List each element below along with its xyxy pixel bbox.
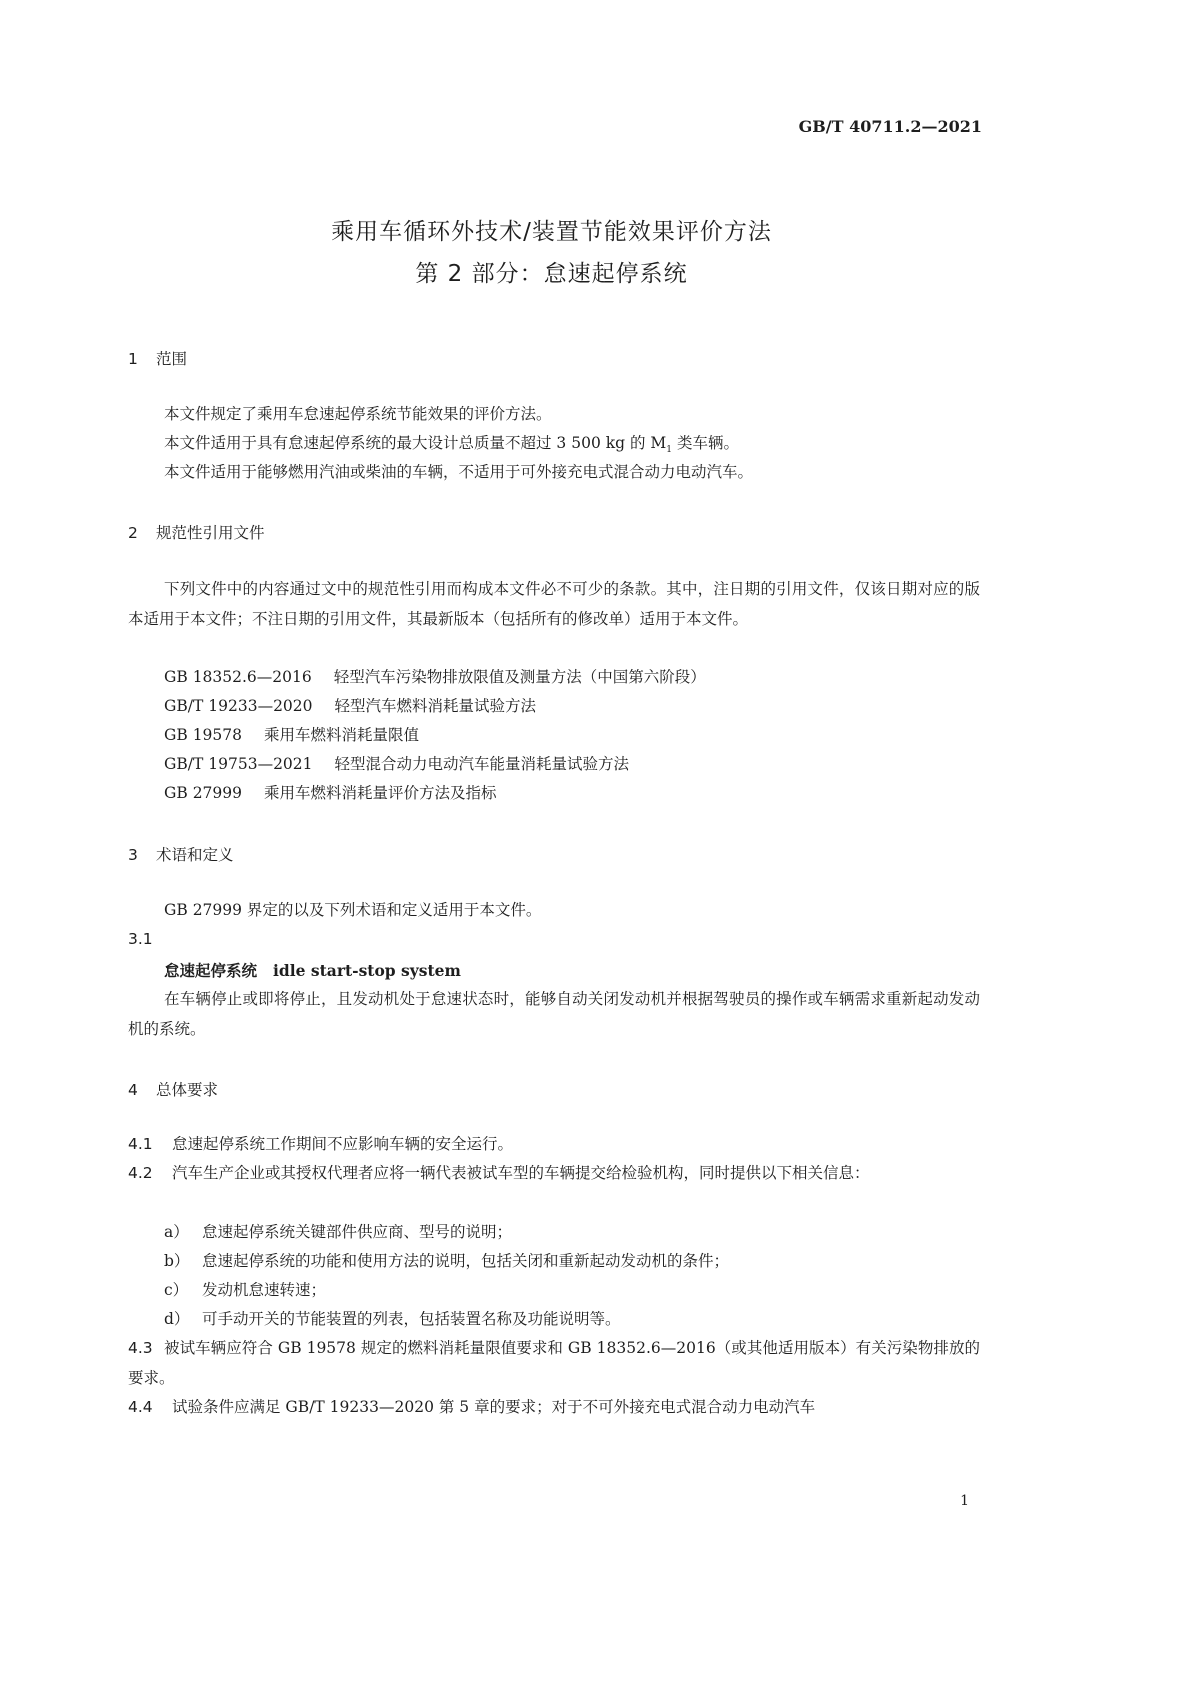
clause-4-2 bbox=[128, 1159, 980, 1189]
section-title: 规范性引用文件 bbox=[156, 524, 265, 542]
section-title: 总体要求 bbox=[156, 1081, 219, 1099]
term-definition: 在车辆停止或即将停止，且发动机处于怠速状态时，能够自动关闭发动机并根据驾驶员的操作或车辆需求重新起动发动机的系统。 bbox=[128, 990, 980, 1038]
list-text: 可手动开关的节能装置的列表，包括装置名称及功能说明等。 bbox=[202, 1310, 621, 1328]
normative-reference bbox=[164, 721, 419, 751]
reference-code: GB/T 19753—2021 bbox=[164, 755, 313, 773]
document-title-line2: 第 2 部分：怠速起停系统 bbox=[415, 261, 688, 287]
section-3-heading bbox=[128, 843, 234, 865]
clause-text: 试验条件应满足 GB/T 19233—2020 第 5 章的要求；对于不可外接充电式混合动力电动汽车 bbox=[172, 1398, 816, 1416]
list-marker: b） bbox=[164, 1252, 190, 1270]
section-title: 术语和定义 bbox=[156, 846, 234, 864]
clause-number: 4.2 bbox=[128, 1164, 153, 1182]
section-2-heading bbox=[128, 521, 265, 543]
section-title: 范围 bbox=[156, 350, 188, 368]
term-chinese: 怠速起停系统 bbox=[164, 962, 258, 980]
section-number: 1 bbox=[128, 350, 138, 368]
clause-text: 被试车辆应符合 GB 19578 规定的燃料消耗量限值要求和 GB 18352.6—2016（或其他适用版本）有关污染物排放的要求。 bbox=[128, 1339, 980, 1387]
clause-4-3 bbox=[128, 1334, 980, 1393]
section-number: 3 bbox=[128, 846, 138, 864]
reference-title: 轻型混合动力电动汽车能量消耗量试验方法 bbox=[334, 755, 630, 773]
reference-title: 乘用车燃料消耗量限值 bbox=[264, 726, 420, 744]
section-1-heading bbox=[128, 347, 187, 369]
list-item bbox=[164, 1276, 326, 1306]
section-2-intro: 下列文件中的内容通过文中的规范性引用而构成本文件必不可少的条款。其中，注日期的引用文件，仅该日期对应的版本适用于本文件；不注日期的引用文件，其最新版本（包括所有的修改单）适用于本文件。 bbox=[128, 580, 980, 628]
normative-reference bbox=[164, 663, 706, 693]
normative-reference bbox=[164, 750, 629, 780]
section-1-paragraph-1: 本文件规定了乘用车怠速起停系统节能效果的评价方法。 bbox=[164, 405, 552, 423]
section-4-heading bbox=[128, 1078, 218, 1100]
reference-code: GB 19578 bbox=[164, 726, 243, 744]
clause-4-4 bbox=[128, 1393, 980, 1423]
term-number: 3.1 bbox=[128, 930, 153, 948]
clause-number: 4.4 bbox=[128, 1398, 153, 1416]
term-entry bbox=[164, 959, 461, 981]
normative-reference bbox=[164, 779, 497, 809]
reference-code: GB/T 19233—2020 bbox=[164, 697, 313, 715]
subscript: 1 bbox=[666, 445, 673, 456]
clause-number: 4.1 bbox=[128, 1135, 153, 1153]
reference-code: GB 18352.6—2016 bbox=[164, 668, 312, 686]
list-text: 怠速起停系统关键部件供应商、型号的说明； bbox=[202, 1223, 513, 1241]
section-3-intro: GB 27999 界定的以及下列术语和定义适用于本文件。 bbox=[164, 901, 542, 919]
list-item bbox=[164, 1218, 512, 1248]
section-number: 2 bbox=[128, 524, 138, 542]
clause-text: 汽车生产企业或其授权代理者应将一辆代表被试车型的车辆提交给检验机构，同时提供以下相关信息： bbox=[172, 1164, 870, 1182]
list-marker: d） bbox=[164, 1310, 190, 1328]
list-marker: a） bbox=[164, 1223, 189, 1241]
section-number: 4 bbox=[128, 1081, 138, 1099]
list-item bbox=[164, 1247, 729, 1277]
term-english: idle start-stop system bbox=[273, 961, 461, 980]
reference-title: 乘用车燃料消耗量评价方法及指标 bbox=[264, 784, 497, 802]
list-marker: c） bbox=[164, 1281, 189, 1299]
document-title-line1: 乘用车循环外技术/装置节能效果评价方法 bbox=[331, 219, 772, 245]
list-text: 发动机怠速转速； bbox=[202, 1281, 327, 1299]
clause-4-1 bbox=[128, 1130, 513, 1160]
list-text: 怠速起停系统的功能和使用方法的说明，包括关闭和重新起动发动机的条件； bbox=[202, 1252, 730, 1270]
paragraph-text: 类车辆。 bbox=[672, 434, 739, 452]
list-item bbox=[164, 1305, 621, 1335]
reference-title: 轻型汽车污染物排放限值及测量方法（中国第六阶段） bbox=[333, 668, 706, 686]
page-number: 1 bbox=[960, 1493, 969, 1509]
reference-title: 轻型汽车燃料消耗量试验方法 bbox=[334, 697, 537, 715]
section-1-paragraph-3: 本文件适用于能够燃用汽油或柴油的车辆，不适用于可外接充电式混合动力电动汽车。 bbox=[164, 463, 754, 481]
normative-reference bbox=[164, 692, 536, 722]
clause-text: 怠速起停系统工作期间不应影响车辆的安全运行。 bbox=[172, 1135, 514, 1153]
clause-number: 4.3 bbox=[128, 1339, 153, 1357]
paragraph-text: 本文件适用于具有怠速起停系统的最大设计总质量不超过 3 500 kg 的 M bbox=[164, 434, 667, 452]
reference-code: GB 27999 bbox=[164, 784, 243, 802]
standard-number: GB/T 40711.2—2021 bbox=[798, 117, 982, 136]
